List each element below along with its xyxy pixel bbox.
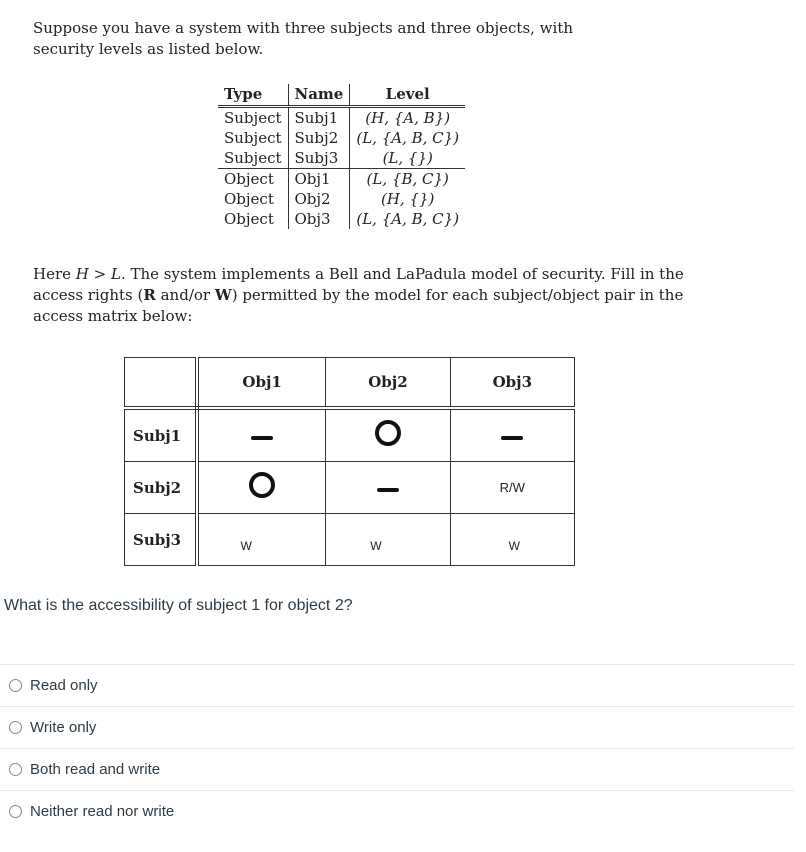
- levels-name: Subj1: [288, 107, 350, 129]
- matrix-row-header: Subj3: [125, 514, 198, 566]
- access-value: W: [508, 538, 520, 553]
- para-text: Here: [33, 265, 76, 283]
- levels-level: (L, {A, B, C}): [356, 129, 460, 147]
- levels-name: Obj3: [288, 209, 350, 229]
- para-text: ) permitted by the model for each subject/object pair in the access matrix below:: [33, 286, 684, 325]
- para-bold-r: R: [143, 286, 156, 304]
- matrix-col-header: Obj2: [326, 358, 450, 409]
- matrix-cell: [326, 514, 450, 566]
- answer-label: Write only: [30, 719, 97, 736]
- levels-row: [218, 148, 465, 169]
- answer-label: Read only: [30, 677, 98, 694]
- levels-header-name: Name: [288, 84, 350, 107]
- levels-type: Subject: [218, 128, 288, 148]
- levels-level: (L, {B, C}): [350, 169, 465, 190]
- levels-type: Subject: [218, 107, 288, 129]
- para-text: and/or: [155, 286, 215, 304]
- radio-button[interactable]: [9, 805, 22, 818]
- levels-header-type: Type: [218, 84, 288, 107]
- dash-mark: [377, 488, 399, 492]
- levels-level: (L, {A, B, C}): [356, 210, 460, 228]
- para-bold-w: W: [214, 286, 232, 304]
- para-math: H > L: [75, 265, 121, 283]
- radio-button[interactable]: [9, 721, 22, 734]
- levels-row: [218, 107, 465, 129]
- answer-option-neither[interactable]: [0, 790, 794, 832]
- levels-type: Object: [218, 209, 288, 229]
- levels-name: Subj2: [288, 128, 350, 148]
- radio-button[interactable]: [9, 763, 22, 776]
- levels-header-level: Level: [350, 84, 465, 107]
- matrix-header-row: [125, 358, 575, 409]
- access-matrix: [124, 357, 575, 566]
- matrix-col-header: Obj3: [450, 358, 574, 409]
- levels-type: Subject: [218, 148, 288, 169]
- levels-header-row: [218, 84, 465, 107]
- levels-level: (H, {A, B}): [365, 109, 451, 127]
- matrix-cell: [197, 514, 326, 566]
- dash-mark: [501, 436, 523, 440]
- answer-label: Both read and write: [30, 761, 161, 778]
- answer-option-both[interactable]: [0, 748, 794, 790]
- levels-row: [218, 209, 465, 229]
- levels-name: Obj2: [288, 189, 350, 209]
- matrix-row: [125, 514, 575, 566]
- levels-row: [218, 128, 465, 148]
- question-text: What is the accessibility of subject 1 for object 2?: [4, 597, 353, 614]
- matrix-cell: [326, 462, 450, 514]
- levels-name: Obj1: [288, 169, 350, 190]
- levels-type: Object: [218, 189, 288, 209]
- levels-row: [218, 169, 465, 190]
- answer-list: [0, 664, 794, 832]
- matrix-cell: [326, 408, 450, 462]
- radio-button[interactable]: [9, 679, 22, 692]
- answer-option-read-only[interactable]: [0, 664, 794, 706]
- answer-option-write-only[interactable]: [0, 706, 794, 748]
- matrix-cell: [197, 408, 326, 462]
- matrix-row: [125, 462, 575, 514]
- levels-row: [218, 189, 465, 209]
- matrix-corner: [125, 358, 198, 409]
- ring-mark: [375, 420, 401, 446]
- matrix-row-header: Subj2: [125, 462, 198, 514]
- dash-mark: [251, 436, 273, 440]
- matrix-row-header: Subj1: [125, 408, 198, 462]
- answer-label: Neither read nor write: [30, 803, 175, 820]
- matrix-cell: [450, 408, 574, 462]
- security-levels-table: [218, 84, 465, 229]
- levels-level: (H, {}): [381, 190, 435, 208]
- instructions-paragraph: [33, 264, 693, 327]
- ring-mark: [249, 472, 275, 498]
- intro-text: Suppose you have a system with three subjects and three objects, with security levels as listed below.: [33, 19, 574, 58]
- levels-level: (L, {}): [382, 149, 433, 167]
- matrix-cell: [450, 462, 574, 514]
- access-value: W: [370, 538, 382, 553]
- levels-name: Subj3: [288, 148, 350, 169]
- access-value: R/W: [499, 479, 525, 495]
- access-value: W: [240, 538, 252, 553]
- matrix-col-header: Obj1: [197, 358, 326, 409]
- levels-type: Object: [218, 169, 288, 190]
- matrix-row: [125, 408, 575, 462]
- matrix-cell: [197, 462, 326, 514]
- matrix-cell: [450, 514, 574, 566]
- para-text: . The system implements a Bell and LaPadula model of security. Fill in the access rights (: [33, 265, 684, 304]
